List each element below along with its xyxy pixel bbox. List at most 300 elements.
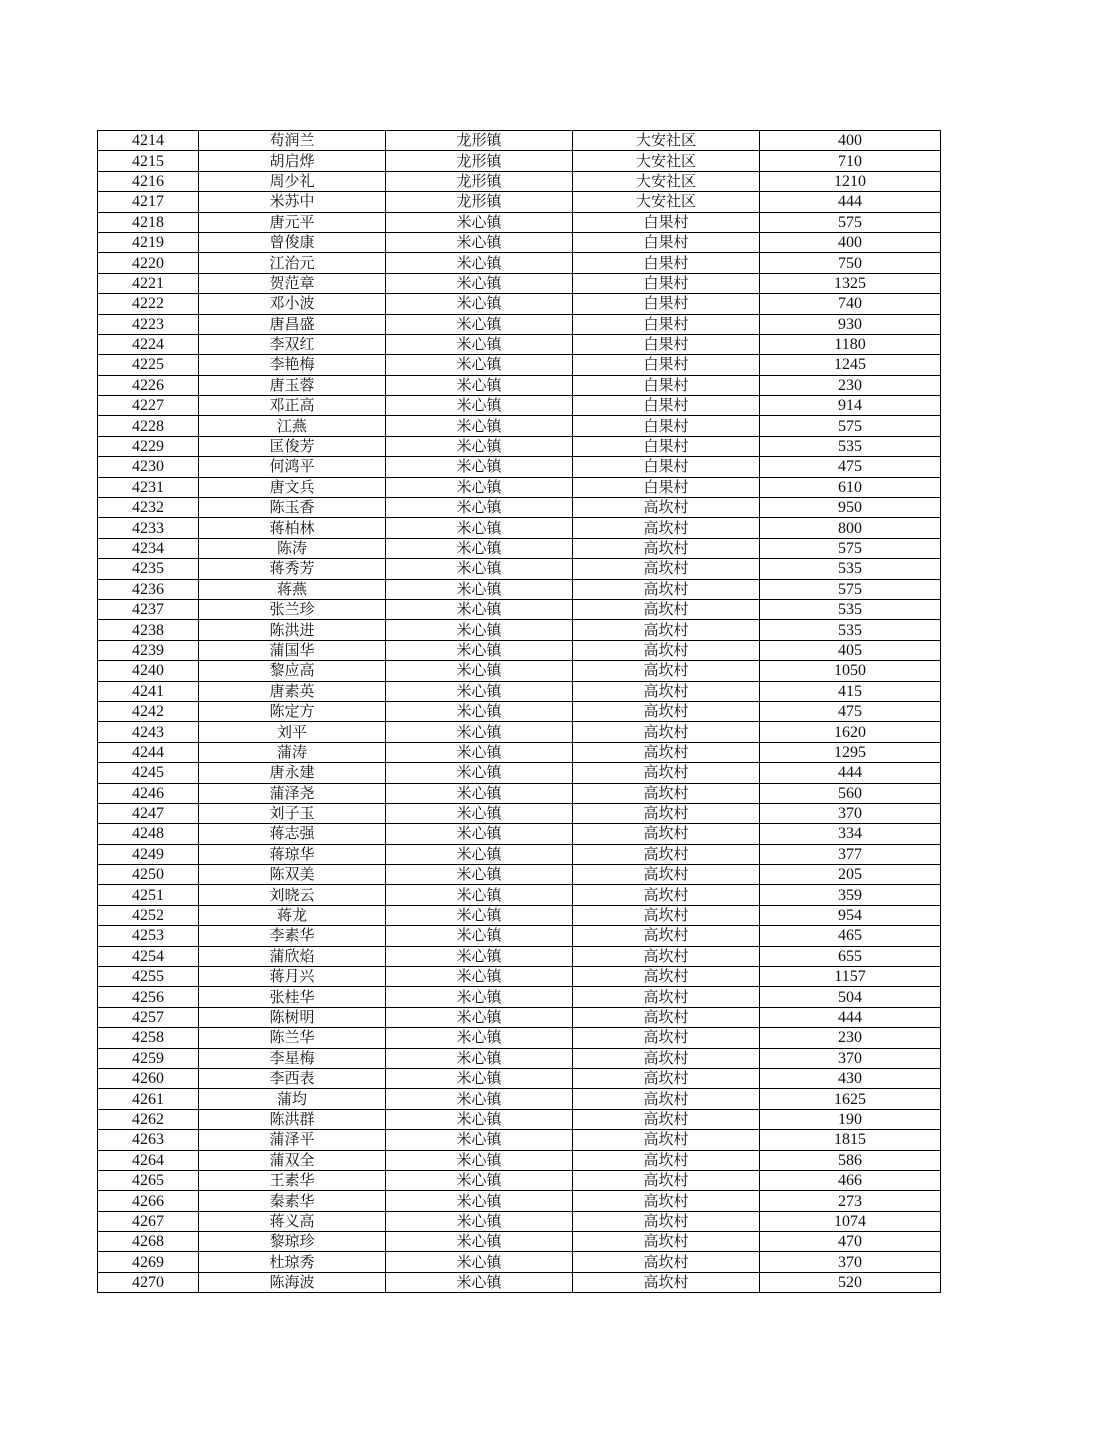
row-number-cell: 4222	[98, 294, 199, 314]
amount-cell: 1180	[760, 334, 941, 354]
amount-cell: 1074	[760, 1211, 941, 1231]
village-cell: 高坎村	[573, 640, 760, 660]
row-number-cell: 4225	[98, 355, 199, 375]
table-row	[98, 987, 941, 1007]
table-row	[98, 457, 941, 477]
table-row	[98, 661, 941, 681]
village-cell: 高坎村	[573, 987, 760, 1007]
table-row	[98, 355, 941, 375]
table-row	[98, 824, 941, 844]
town-cell: 米心镇	[386, 1252, 573, 1272]
town-cell: 龙形镇	[386, 192, 573, 212]
amount-cell: 504	[760, 987, 941, 1007]
village-cell: 高坎村	[573, 498, 760, 518]
row-number-cell: 4257	[98, 1007, 199, 1027]
row-number-cell: 4216	[98, 171, 199, 191]
table-row	[98, 273, 941, 293]
town-cell: 米心镇	[386, 701, 573, 721]
town-cell: 米心镇	[386, 1170, 573, 1190]
town-cell: 米心镇	[386, 865, 573, 885]
row-number-cell: 4231	[98, 477, 199, 497]
town-cell: 米心镇	[386, 334, 573, 354]
table-row	[98, 518, 941, 538]
amount-cell: 535	[760, 599, 941, 619]
row-number-cell: 4218	[98, 212, 199, 232]
row-number-cell: 4227	[98, 396, 199, 416]
name-cell: 王素华	[199, 1170, 386, 1190]
amount-cell: 430	[760, 1068, 941, 1088]
table-row	[98, 1028, 941, 1048]
table-row	[98, 1211, 941, 1231]
amount-cell: 400	[760, 131, 941, 151]
name-cell: 邓正高	[199, 396, 386, 416]
village-cell: 白果村	[573, 212, 760, 232]
village-cell: 高坎村	[573, 1028, 760, 1048]
row-number-cell: 4252	[98, 905, 199, 925]
town-cell: 米心镇	[386, 844, 573, 864]
village-cell: 高坎村	[573, 681, 760, 701]
town-cell: 米心镇	[386, 457, 573, 477]
table-row	[98, 192, 941, 212]
row-number-cell: 4251	[98, 885, 199, 905]
amount-cell: 370	[760, 1048, 941, 1068]
table-row	[98, 1109, 941, 1129]
village-cell: 大安社区	[573, 131, 760, 151]
amount-cell: 359	[760, 885, 941, 905]
village-cell: 白果村	[573, 273, 760, 293]
town-cell: 米心镇	[386, 498, 573, 518]
village-cell: 高坎村	[573, 579, 760, 599]
town-cell: 米心镇	[386, 1211, 573, 1231]
amount-cell: 535	[760, 436, 941, 456]
village-cell: 高坎村	[573, 1170, 760, 1190]
amount-cell: 575	[760, 579, 941, 599]
village-cell: 高坎村	[573, 1191, 760, 1211]
town-cell: 米心镇	[386, 314, 573, 334]
amount-cell: 230	[760, 1028, 941, 1048]
town-cell: 米心镇	[386, 579, 573, 599]
row-number-cell: 4260	[98, 1068, 199, 1088]
village-cell: 高坎村	[573, 1048, 760, 1068]
town-cell: 米心镇	[386, 436, 573, 456]
name-cell: 李双红	[199, 334, 386, 354]
village-cell: 大安社区	[573, 151, 760, 171]
table-row	[98, 620, 941, 640]
village-cell: 高坎村	[573, 885, 760, 905]
table-row	[98, 1068, 941, 1088]
name-cell: 陈海波	[199, 1272, 386, 1292]
town-cell: 米心镇	[386, 273, 573, 293]
town-cell: 米心镇	[386, 1272, 573, 1292]
table-row	[98, 253, 941, 273]
village-cell: 白果村	[573, 375, 760, 395]
name-cell: 陈树明	[199, 1007, 386, 1027]
town-cell: 米心镇	[386, 681, 573, 701]
row-number-cell: 4224	[98, 334, 199, 354]
town-cell: 米心镇	[386, 987, 573, 1007]
town-cell: 米心镇	[386, 518, 573, 538]
row-number-cell: 4258	[98, 1028, 199, 1048]
town-cell: 米心镇	[386, 1150, 573, 1170]
row-number-cell: 4266	[98, 1191, 199, 1211]
name-cell: 刘晓云	[199, 885, 386, 905]
amount-cell: 190	[760, 1109, 941, 1129]
name-cell: 陈洪群	[199, 1109, 386, 1129]
row-number-cell: 4268	[98, 1232, 199, 1252]
amount-cell: 740	[760, 294, 941, 314]
name-cell: 蒲均	[199, 1089, 386, 1109]
row-number-cell: 4244	[98, 742, 199, 762]
village-cell: 高坎村	[573, 1232, 760, 1252]
village-cell: 高坎村	[573, 1109, 760, 1129]
amount-cell: 586	[760, 1150, 941, 1170]
town-cell: 米心镇	[386, 620, 573, 640]
amount-cell: 273	[760, 1191, 941, 1211]
row-number-cell: 4239	[98, 640, 199, 660]
name-cell: 蒲双全	[199, 1150, 386, 1170]
village-cell: 白果村	[573, 457, 760, 477]
town-cell: 米心镇	[386, 477, 573, 497]
town-cell: 米心镇	[386, 538, 573, 558]
table-row	[98, 742, 941, 762]
name-cell: 秦素华	[199, 1191, 386, 1211]
village-cell: 高坎村	[573, 926, 760, 946]
row-number-cell: 4250	[98, 865, 199, 885]
town-cell: 米心镇	[386, 1068, 573, 1088]
town-cell: 米心镇	[386, 783, 573, 803]
table-row	[98, 885, 941, 905]
village-cell: 高坎村	[573, 1007, 760, 1027]
row-number-cell: 4241	[98, 681, 199, 701]
table-row	[98, 334, 941, 354]
table-row	[98, 1150, 941, 1170]
table-row	[98, 131, 941, 151]
town-cell: 米心镇	[386, 1232, 573, 1252]
row-number-cell: 4249	[98, 844, 199, 864]
name-cell: 陈玉香	[199, 498, 386, 518]
name-cell: 曾俊康	[199, 232, 386, 252]
amount-cell: 1625	[760, 1089, 941, 1109]
town-cell: 米心镇	[386, 416, 573, 436]
table-row	[98, 1170, 941, 1190]
name-cell: 张兰珍	[199, 599, 386, 619]
table-row	[98, 1232, 941, 1252]
town-cell: 龙形镇	[386, 171, 573, 191]
town-cell: 米心镇	[386, 967, 573, 987]
village-cell: 白果村	[573, 436, 760, 456]
table-row	[98, 1089, 941, 1109]
row-number-cell: 4233	[98, 518, 199, 538]
table-row	[98, 1048, 941, 1068]
name-cell: 唐玉蓉	[199, 375, 386, 395]
village-cell: 白果村	[573, 294, 760, 314]
name-cell: 黎应高	[199, 661, 386, 681]
row-number-cell: 4215	[98, 151, 199, 171]
table-row	[98, 701, 941, 721]
table-row	[98, 946, 941, 966]
row-number-cell: 4221	[98, 273, 199, 293]
table-row	[98, 538, 941, 558]
data-table	[97, 130, 941, 1293]
table-row	[98, 926, 941, 946]
name-cell: 李西表	[199, 1068, 386, 1088]
name-cell: 蒲泽平	[199, 1130, 386, 1150]
row-number-cell: 4245	[98, 763, 199, 783]
table-row	[98, 783, 941, 803]
amount-cell: 1157	[760, 967, 941, 987]
amount-cell: 444	[760, 1007, 941, 1027]
table-row	[98, 375, 941, 395]
row-number-cell: 4246	[98, 783, 199, 803]
table-row	[98, 722, 941, 742]
name-cell: 刘子玉	[199, 803, 386, 823]
town-cell: 米心镇	[386, 722, 573, 742]
row-number-cell: 4236	[98, 579, 199, 599]
row-number-cell: 4264	[98, 1150, 199, 1170]
row-number-cell: 4243	[98, 722, 199, 742]
name-cell: 蒋燕	[199, 579, 386, 599]
village-cell: 高坎村	[573, 1272, 760, 1292]
amount-cell: 205	[760, 865, 941, 885]
town-cell: 米心镇	[386, 1028, 573, 1048]
row-number-cell: 4265	[98, 1170, 199, 1190]
village-cell: 高坎村	[573, 1068, 760, 1088]
amount-cell: 475	[760, 701, 941, 721]
name-cell: 米苏中	[199, 192, 386, 212]
row-number-cell: 4242	[98, 701, 199, 721]
table-row	[98, 1272, 941, 1292]
row-number-cell: 4217	[98, 192, 199, 212]
row-number-cell: 4214	[98, 131, 199, 151]
town-cell: 米心镇	[386, 824, 573, 844]
village-cell: 高坎村	[573, 1150, 760, 1170]
village-cell: 高坎村	[573, 518, 760, 538]
amount-cell: 415	[760, 681, 941, 701]
amount-cell: 914	[760, 396, 941, 416]
amount-cell: 470	[760, 1232, 941, 1252]
village-cell: 高坎村	[573, 620, 760, 640]
town-cell: 米心镇	[386, 803, 573, 823]
amount-cell: 710	[760, 151, 941, 171]
amount-cell: 370	[760, 1252, 941, 1272]
row-number-cell: 4237	[98, 599, 199, 619]
name-cell: 蒋龙	[199, 905, 386, 925]
table-row	[98, 314, 941, 334]
table-row	[98, 171, 941, 191]
amount-cell: 1325	[760, 273, 941, 293]
name-cell: 邓小波	[199, 294, 386, 314]
amount-cell: 950	[760, 498, 941, 518]
amount-cell: 610	[760, 477, 941, 497]
row-number-cell: 4259	[98, 1048, 199, 1068]
village-cell: 高坎村	[573, 946, 760, 966]
row-number-cell: 4262	[98, 1109, 199, 1129]
amount-cell: 370	[760, 803, 941, 823]
row-number-cell: 4263	[98, 1130, 199, 1150]
table-row	[98, 763, 941, 783]
village-cell: 白果村	[573, 355, 760, 375]
village-cell: 高坎村	[573, 844, 760, 864]
village-cell: 高坎村	[573, 783, 760, 803]
town-cell: 米心镇	[386, 661, 573, 681]
table-row	[98, 416, 941, 436]
name-cell: 唐永建	[199, 763, 386, 783]
town-cell: 米心镇	[386, 212, 573, 232]
amount-cell: 1620	[760, 722, 941, 742]
row-number-cell: 4226	[98, 375, 199, 395]
table-row	[98, 498, 941, 518]
amount-cell: 930	[760, 314, 941, 334]
village-cell: 高坎村	[573, 559, 760, 579]
village-cell: 高坎村	[573, 905, 760, 925]
village-cell: 白果村	[573, 232, 760, 252]
village-cell: 高坎村	[573, 865, 760, 885]
village-cell: 高坎村	[573, 967, 760, 987]
town-cell: 米心镇	[386, 559, 573, 579]
name-cell: 周少礼	[199, 171, 386, 191]
amount-cell: 400	[760, 232, 941, 252]
amount-cell: 1210	[760, 171, 941, 191]
row-number-cell: 4254	[98, 946, 199, 966]
amount-cell: 1295	[760, 742, 941, 762]
town-cell: 米心镇	[386, 232, 573, 252]
amount-cell: 560	[760, 783, 941, 803]
row-number-cell: 4223	[98, 314, 199, 334]
town-cell: 米心镇	[386, 1048, 573, 1068]
name-cell: 陈涛	[199, 538, 386, 558]
amount-cell: 465	[760, 926, 941, 946]
village-cell: 高坎村	[573, 742, 760, 762]
name-cell: 蒋柏林	[199, 518, 386, 538]
name-cell: 黎琼珍	[199, 1232, 386, 1252]
village-cell: 高坎村	[573, 803, 760, 823]
table-row	[98, 396, 941, 416]
village-cell: 白果村	[573, 253, 760, 273]
name-cell: 蒋琼华	[199, 844, 386, 864]
row-number-cell: 4232	[98, 498, 199, 518]
name-cell: 唐文兵	[199, 477, 386, 497]
name-cell: 江治元	[199, 253, 386, 273]
town-cell: 米心镇	[386, 640, 573, 660]
row-number-cell: 4240	[98, 661, 199, 681]
row-number-cell: 4247	[98, 803, 199, 823]
name-cell: 杜琼秀	[199, 1252, 386, 1272]
village-cell: 白果村	[573, 416, 760, 436]
town-cell: 米心镇	[386, 1109, 573, 1129]
village-cell: 高坎村	[573, 1089, 760, 1109]
amount-cell: 466	[760, 1170, 941, 1190]
village-cell: 大安社区	[573, 192, 760, 212]
town-cell: 米心镇	[386, 1007, 573, 1027]
row-number-cell: 4235	[98, 559, 199, 579]
town-cell: 龙形镇	[386, 151, 573, 171]
amount-cell: 444	[760, 192, 941, 212]
name-cell: 唐昌盛	[199, 314, 386, 334]
village-cell: 白果村	[573, 334, 760, 354]
amount-cell: 575	[760, 538, 941, 558]
town-cell: 米心镇	[386, 905, 573, 925]
town-cell: 米心镇	[386, 599, 573, 619]
amount-cell: 535	[760, 559, 941, 579]
amount-cell: 520	[760, 1272, 941, 1292]
table-row	[98, 599, 941, 619]
name-cell: 蒋志强	[199, 824, 386, 844]
row-number-cell: 4238	[98, 620, 199, 640]
row-number-cell: 4270	[98, 1272, 199, 1292]
row-number-cell: 4228	[98, 416, 199, 436]
table-row	[98, 436, 941, 456]
amount-cell: 535	[760, 620, 941, 640]
amount-cell: 405	[760, 640, 941, 660]
amount-cell: 1050	[760, 661, 941, 681]
row-number-cell: 4256	[98, 987, 199, 1007]
table-row	[98, 559, 941, 579]
amount-cell: 655	[760, 946, 941, 966]
table-row	[98, 1130, 941, 1150]
village-cell: 高坎村	[573, 824, 760, 844]
name-cell: 李星梅	[199, 1048, 386, 1068]
village-cell: 高坎村	[573, 1211, 760, 1231]
table-row	[98, 477, 941, 497]
amount-cell: 1245	[760, 355, 941, 375]
amount-cell: 377	[760, 844, 941, 864]
amount-cell: 334	[760, 824, 941, 844]
town-cell: 米心镇	[386, 763, 573, 783]
town-cell: 龙形镇	[386, 131, 573, 151]
table-row	[98, 640, 941, 660]
name-cell: 蒋秀芳	[199, 559, 386, 579]
name-cell: 陈兰华	[199, 1028, 386, 1048]
name-cell: 匡俊芳	[199, 436, 386, 456]
name-cell: 胡启烨	[199, 151, 386, 171]
amount-cell: 444	[760, 763, 941, 783]
village-cell: 高坎村	[573, 599, 760, 619]
table-row	[98, 1007, 941, 1027]
town-cell: 米心镇	[386, 1089, 573, 1109]
row-number-cell: 4269	[98, 1252, 199, 1272]
name-cell: 蒲欣焰	[199, 946, 386, 966]
name-cell: 陈洪进	[199, 620, 386, 640]
table-row	[98, 151, 941, 171]
village-cell: 高坎村	[573, 661, 760, 681]
table-body	[98, 131, 941, 1293]
row-number-cell: 4267	[98, 1211, 199, 1231]
village-cell: 白果村	[573, 396, 760, 416]
name-cell: 刘平	[199, 722, 386, 742]
village-cell: 大安社区	[573, 171, 760, 191]
name-cell: 唐元平	[199, 212, 386, 232]
name-cell: 蒲国华	[199, 640, 386, 660]
row-number-cell: 4255	[98, 967, 199, 987]
name-cell: 江燕	[199, 416, 386, 436]
name-cell: 李素华	[199, 926, 386, 946]
village-cell: 高坎村	[573, 763, 760, 783]
amount-cell: 954	[760, 905, 941, 925]
table-row	[98, 803, 941, 823]
row-number-cell: 4229	[98, 436, 199, 456]
row-number-cell: 4230	[98, 457, 199, 477]
table-row	[98, 844, 941, 864]
name-cell: 苟润兰	[199, 131, 386, 151]
row-number-cell: 4261	[98, 1089, 199, 1109]
village-cell: 白果村	[573, 314, 760, 334]
town-cell: 米心镇	[386, 926, 573, 946]
row-number-cell: 4234	[98, 538, 199, 558]
amount-cell: 475	[760, 457, 941, 477]
amount-cell: 1815	[760, 1130, 941, 1150]
town-cell: 米心镇	[386, 1191, 573, 1211]
table-row	[98, 865, 941, 885]
